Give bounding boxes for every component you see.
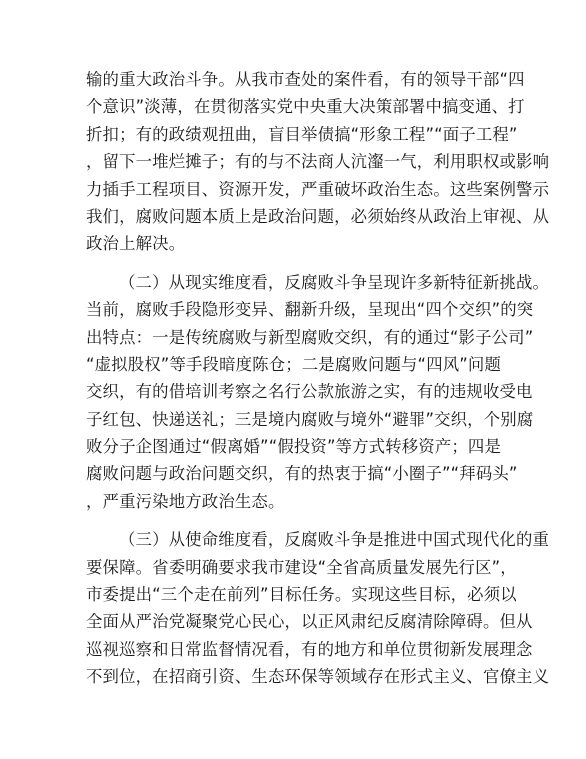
paragraph-2-line-7: 败分子企图通过“假离婚”“假投资”等方式转移资产；四是: [86, 437, 501, 457]
paragraph-3-line-3: 市委提出“三个走在前列”目标任务。实现这些目标，必须以: [86, 585, 517, 605]
paragraph-spacer: [86, 515, 504, 526]
paragraph-2-line-4: “虚拟股权”等手段暗度陈仓；二是腐败问题与“四风”问题: [86, 354, 501, 374]
paragraph-1-line-1: 输的重大政治斗争。从我市查处的案件看，有的领导干部“四: [86, 70, 525, 89]
paragraph-2-line-5: 交织，有的借培训考察之名行公款旅游之实，有的违规收受电: [86, 382, 533, 402]
paragraph-1-line-2: 个意识”淡薄，在贯彻落实党中央重大决策部署中搞变通、打: [86, 97, 525, 117]
paragraph-2: [86, 269, 550, 516]
paragraph-3-line-1: （三）从使命维度看，反腐败斗争是推进中国式现代化的重: [119, 530, 550, 550]
paragraph-2-line-2: 当前，腐败手段隐形变异、翻新升级，呈现出“四个交织”的突: [86, 300, 534, 320]
paragraph-1-line-5: 力插手工程项目、资源开发，严重破坏政治生态。这些案例警示: [86, 179, 550, 199]
paragraph-2-line-9: ，严重污染地方政治生态。: [86, 491, 285, 511]
paragraph-3-line-6: 不到位，在招商引资、生态环保等领域存在形式主义、官僚主义: [86, 667, 550, 687]
paragraph-2-line-1: （二）从现实维度看，反腐败斗争呈现许多新特征新挑战。: [119, 272, 550, 292]
paragraph-2-line-8: 腐败问题与政治问题交织，有的热衷于搞“小圈子”“拜码头”: [86, 464, 518, 484]
paragraph-2-line-3: 出特点：一是传统腐败与新型腐败交织，有的通过“影子公司”: [86, 327, 534, 347]
paragraph-1-line-7: 政治上解决。: [86, 234, 186, 254]
paragraph-1-line-3: 折扣；有的政绩观扭曲，盲目举债搞“形象工程”“面子工程”: [86, 124, 518, 144]
document-body: [86, 66, 550, 691]
paragraph-3: [86, 526, 550, 690]
paragraph-3-line-2: 要保障。省委明确要求我市建设“全省高质量发展先行区”，: [86, 557, 517, 577]
paragraph-1-line-6: 我们，腐败问题本质上是政治问题，必须始终从政治上审视、从: [86, 206, 550, 226]
paragraph-spacer: [86, 258, 504, 269]
paragraph-1-line-4: ，留下一堆烂摊子；有的与不法商人沆瀣一气，利用职权或影响: [86, 152, 550, 172]
paragraph-2-line-6: 子红包、快递送礼；三是境内腐败与境外“避罪”交织，个别腐: [86, 409, 534, 429]
paragraph-3-line-5: 巡视巡察和日常监督情况看，有的地方和单位贯彻新发展理念: [86, 639, 533, 659]
paragraph-1: [86, 66, 550, 258]
paragraph-3-line-4: 全面从严治党凝聚党心民心，以正风肃纪反腐清除障碍。但从: [86, 612, 533, 632]
